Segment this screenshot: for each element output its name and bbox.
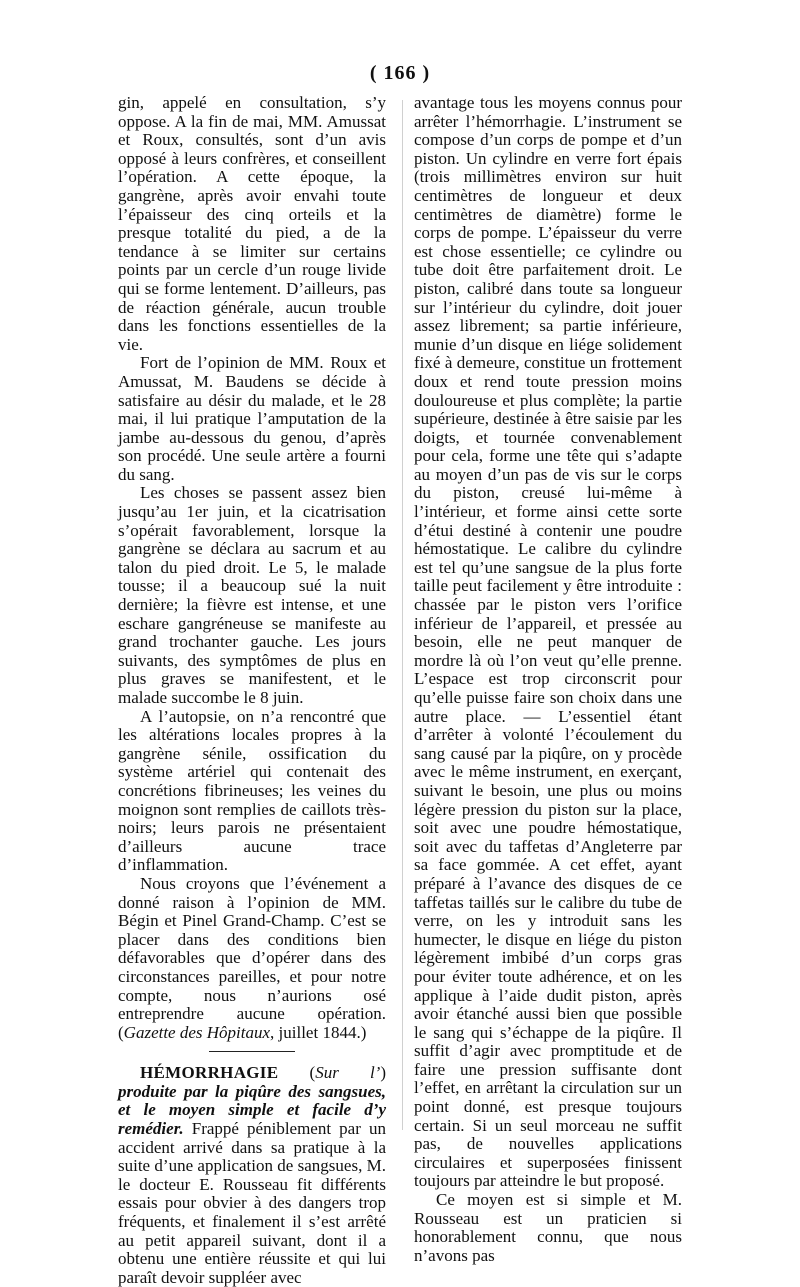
- column-gutter: [402, 100, 403, 1130]
- left-paragraph-6: Frappé péniblement par un accident arrivé dans sa pratique à la suite d’une application de sangsues, M. le docteur E. Rousseau fit différents essais pour obvier à des dangers trop fréquents, et finalement il s’est arrêté au petit appareil suivant, dont il a obtenu une entière réussite et qui lui paraît devoir suppléer avec: [118, 1119, 386, 1287]
- left-paragraph-4: A l’autopsie, on n’a rencontré que les altérations locales propres à la gangrène sénile, ossification du système artériel qui contenait des concrétions fibrineuses; les veines du moignon sont remplies de caillots très-noirs; leurs parois ne présentaient d’ailleurs aucune trace d’inflammation.: [118, 706, 386, 875]
- right-paragraph-1: avantage tous les moyens connus pour arrêter l’hémorrhagie. L’instrument se compose d’un corps de pompe et d’un piston. Un cylindre en verre fort épais (trois millimètres environ sur huit centimètres de longueur et deux centimètres de diamètre) forme le corps de pompe. L’épaisseur du verre est chose essentielle; ce cylindre ou tube doit être parfaitement droit. Le piston, calibré dans toute sa longueur sur l’intérieur du cylindre, doit jouer assez librement; sa partie inférieure, munie d’un disque en liége solidement fixé à demeure, constitue un frottement doux et rend toute pression moins douloureuse et plus complète; la partie supérieure, destinée à être saisie par les doigts, et tournée convenablement pour cela, forme une tête qui s’adapte au moyen d’un pas de vis sur le corps du piston, creusé lui-même à l’intérieur, et forme ainsi cette sorte d’étui destiné à contenir une poudre hémostatique. Le calibre du cylindre est tel qu’une sangsue de la plus forte taille peut facilement y être introduite : chassée par le piston vers l’orifice inférieur de l’appareil, et pressée au besoin, elle ne peut manquer de mordre là où l’on veut qu’elle prenne. L’espace est trop circonscrit pour qu’elle puisse faire son choix dans une autre place. — L’essentiel étant d’arrêter à volonté l’écoulement du sang causé par la piqûre, on y procède avec le même instrument, en exerçant, suivant le besoin, une plus ou moins légère pression du piston sur la place, soit avec une poudre hémostatique, soit avec du taffetas d’Angleterre par sa face gommée. A cet effet, ayant préparé à l’avance des disques de ce taffetas taillés sur le calibre du tube de verre, on les y introduit sans les humecter, le disque en liége du piston légèrement imbibé d’un corps gras pour éviter toute adhérence, et on les applique à l’aide dudit piston, après avoir étanché aussi bien que possible le sang qui s’échappe de la piqûre. Il suffit d’agir avec promptitude et de faire une pression suffisante dont l’effet, en arrêtant la circulation sur un point donné, est presque toujours certain. Si un seul morceau ne suffit pas, de nouvelles applications circulaires et superposées finissent toujours par atteindre le but proposé.: [414, 93, 682, 1191]
- left-column: [118, 94, 386, 1287]
- article-heading-subtitle: produite par la piqûre des sangsues, et le moyen simple et facile d’y remédier.: [118, 1081, 386, 1139]
- heading-paren-close: ): [380, 1063, 386, 1083]
- left-paragraph-5-text: Nous croyons que l’événement a donné raison à l’opinion de MM. Bégin et Pinel Grand-Champ. C’est se placer dans des conditions bien défavorables que d’opérer dans des circonstances pareilles, et pour notre compte, nous n’aurions osé entreprendre aucune opération. (: [118, 873, 386, 1042]
- article-heading-paragraph: [118, 1064, 386, 1287]
- heading-paren-open: (: [278, 1063, 316, 1083]
- left-paragraph-3: Les choses se passent assez bien jusqu’au 1er juin, et la cicatrisation s’opérait favorablement, lorsque la gangrène se déclara au sacrum et au talon du pied droit. Le 5, le malade tousse; il a beaucoup sué la nuit dernière; la fièvre est intense, et une eschare gangréneuse se manifeste au grand trochanter gauche. Les jours suivants, des symptômes de plus en plus graves se manifestent, et le malade succombe le 8 juin.: [118, 483, 386, 707]
- heading-title-italic: Sur l’: [315, 1063, 381, 1083]
- left-paragraph-5-end: , juillet 1844.): [270, 1022, 367, 1042]
- right-column: [414, 94, 682, 1265]
- section-separator: [209, 1051, 295, 1052]
- left-paragraph-2: Fort de l’opinion de MM. Roux et Amussat, M. Baudens se décide à satisfaire au désir du malade, et le 28 mai, il lui pratique l’amputation de la jambe au-dessous du genou, d’après son procédé. Une seule artère a fourni du sang.: [118, 353, 386, 484]
- article-heading-caps: HÉMORRHAGIE: [140, 1063, 279, 1083]
- left-paragraph-1: gin, appelé en consultation, s’y oppose. A la fin de mai, MM. Amussat et Roux, consultés, sont d’un avis opposé à leurs confrères, et conseillent l’opération. A cette époque, la gangrène, après avoir envahi toute l’épaisseur des cinq orteils et la presque totalité du pied, a de la tendance à se limiter sur certains points par un cercle d’un rouge livide qui se forme lentement. D’ailleurs, pas de réaction générale, aucun trouble dans les fonctions essentielles de la vie.: [118, 93, 386, 354]
- left-paragraph-5: [118, 875, 386, 1042]
- page-number: ( 166 ): [369, 62, 431, 84]
- source-citation: Gazette des Hôpitaux: [123, 1022, 271, 1042]
- right-paragraph-2: Ce moyen est si simple et M. Rousseau est un praticien si honorablement connu, que nous n’avons pas: [414, 1190, 682, 1265]
